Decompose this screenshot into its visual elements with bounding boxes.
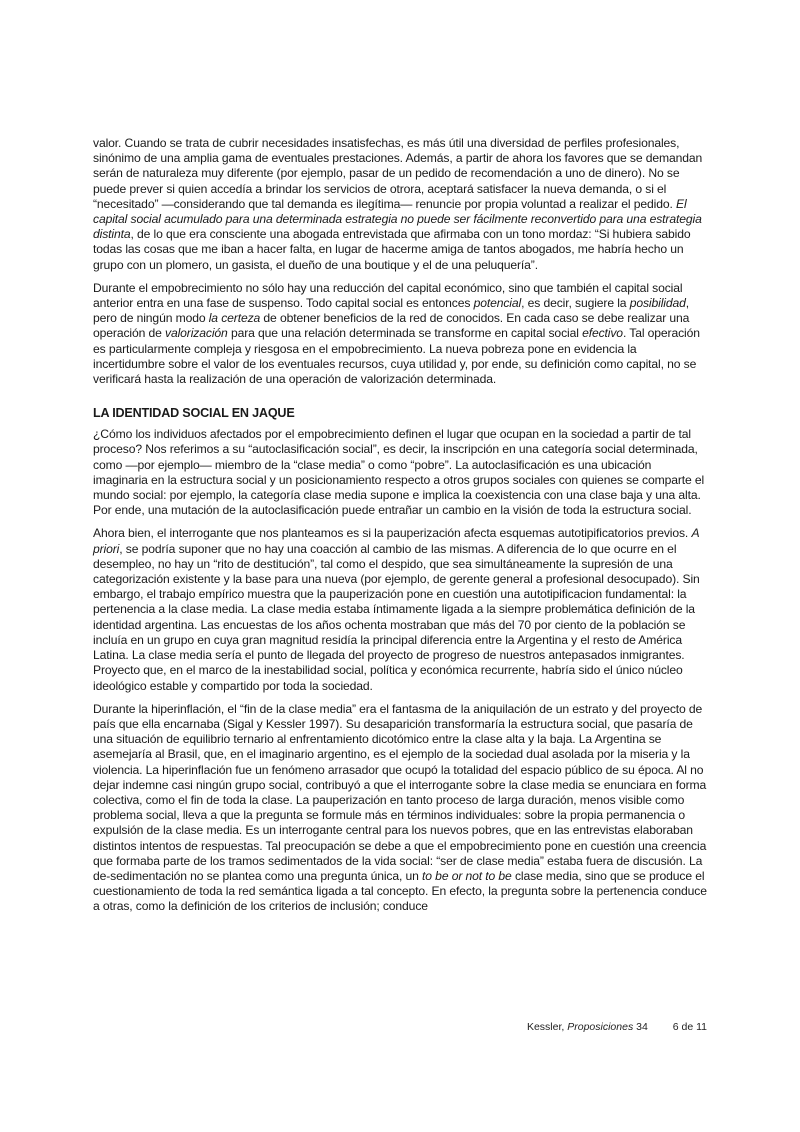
italic-text: posibilidad [629, 296, 686, 311]
text-run: para que una relación determinada se transforme en capital social [227, 326, 583, 341]
paragraph [93, 526, 707, 693]
italic-text: la certeza [208, 311, 261, 326]
text-run: Durante la hiperinflación, el “fin de la clase media” era el fantasma de la aniquilación de un estrato y del proyecto de país que ella encarnaba (Sigal y Kessler 1997). Su desaparición transformaría la estructura social, que pasaría de una situación de equilibrio ternario al enfrentamiento dicotómico entre la clase alta y la baja. La Argentina se asemejaría al Brasil, que, en el imaginario argentino, es el ejemplo de la sociedad dual asolada por la miseria y la violencia. La hiperinflación fue un fenómeno arrasador que ocupó la totalidad del espacio público de su época. Al no dejar indemne casi ningún grupo social, contribuyó a que el interrogante sobre la clase media se enunciara en forma colectiva, como el fin de toda la clase. La pauperización en tanto proceso de larga duración, menos visible como problema social, lleva a que la pregunta se formule más en términos individuales: sobre la propia permanencia o expulsión de la clase media. Es un interrogante central para los nuevos pobres, que en las entrevistas elaboraban distintos intentos de respuestas. Tal preocupación se debe a que el empobrecimiento pone en cuestión una creencia que formaba parte de los tramos sedimentados de la vida social: “ser de clase media” estaba fuera de discusión. La de-sedimentación no se plantea como una pregunta única, un [93, 701, 707, 883]
text-run: clase media, sino que se produce el cuestionamiento de toda la red semántica ligada a tal concepto. En efecto, la pregunta sobre la pertenencia conduce a otras, como la definición de los criterios de inclusión; conduce [93, 868, 707, 914]
footer-issue: 34 [636, 1021, 648, 1033]
italic-text: El capital social acumulado para una determinada estrategia no puede ser fácilmente reconvertido para una estrategia distinta [93, 196, 702, 242]
italic-text: valorización [165, 326, 228, 341]
text-run: , pero de ningún modo [93, 296, 690, 326]
text-run: Ahora bien, el interrogante que nos planteamos es si la pauperización afecta esquemas autotipificatorios previos. [93, 526, 692, 541]
italic-text: efectivo [582, 326, 623, 341]
text-run: ¿Cómo los individuos afectados por el empobrecimiento definen el lugar que ocupan en la sociedad a partir de tal proceso? Nos referimos a su “autoclasificación social”, es decir, la inscripción en una categoría social determinada, como —por ejemplo— miembro de la “clase media” o como “pobre”. La autoclasificación es una ubicación imaginaria en la estructura social y un posicionamiento respecto a otros grupos sociales con quienes se comparte el mundo social: por ejemplo, la categoría clase media supone e implica la coexistencia con una clase baja y una alta. Por ende, una mutación de la autoclasificación puede entrañar un cambio en la visión de toda la estructura social. [93, 427, 705, 518]
italic-text: potencial [473, 296, 522, 311]
text-run: valor. Cuando se trata de cubrir necesidades insatisfechas, es más útil una diversidad de perfiles profesionales, sinónimo de una amplia gama de eventuales prestaciones. Además, a partir de ahora los favores que se demandan serán de naturaleza muy diferente (por ejemplo, pasar de un pedido de recomendación a uno de dinero). No se puede prever si quien accedía a brindar los servicios de otrora, aceptará satisfacer la nueva demanda, o si el “necesitado” —considerando que tal demanda es ilegítima— renuncie por propia voluntad a realizar el pedido. [93, 136, 703, 211]
section-intro [93, 136, 707, 387]
section-heading: LA IDENTIDAD SOCIAL EN JAQUE [93, 406, 295, 421]
section-identidad [93, 427, 707, 914]
footer-author: Kessler, [526, 1021, 565, 1033]
page-number: 6 de 11 [672, 1021, 707, 1033]
text-run: , es decir, sugiere la [521, 296, 630, 311]
footer-journal: Proposiciones [567, 1021, 634, 1033]
text-run: de obtener beneficios de la red de conocidos. En cada caso se debe realizar una operación de [93, 311, 690, 341]
body-text [93, 136, 707, 923]
paragraph [93, 702, 707, 915]
text-run: , se podría suponer que no hay una coacción al cambio de las mismas. A diferencia de lo que ocurre en el desempleo, no hay un “rito de destitución”, tal como el despido, que sea simultáneamente la supresión de una categorización existente y la base para una nueva (por ejemplo, de gerente general a profesional desocupado). Sin embargo, el trabajo empírico muestra que la pauperización pone en cuestión una autotipificacion fundamental: la pertenencia a la clase media. La clase media estaba íntimamente ligada a la siempre problemática definición de la identidad argentina. Las encuestas de los años ochenta mostraban que más del 70 por ciento de la población se incluía en un grupo en cuya gran magnitud residía la principal diferencia entre la Argentina y el resto de América Latina. La clase media sería el punto de llegada del proyecto de progreso de nuestros antepasados inmigrantes. Proyecto que, en el marco de la inestabilidad social, política y económica recurrente, habría sido el único núcleo ideológico estable y compartido por toda la sociedad. [93, 541, 700, 693]
text-run: . Tal operación es particularmente compleja y riesgosa en el empobrecimiento. La nueva pobreza pone en evidencia la incertidumbre sobre el valor de los eventuales recursos, cuya utilidad y, por ende, su definición como capital, no se verificará hasta la realización de una operación de valorización determinada. [93, 326, 700, 387]
paragraph [93, 427, 707, 518]
text-run: , de lo que era consciente una abogada entrevistada que afirmaba con un tono mordaz: “Si hubiera sabido todas las cosas que me iban a hacer falta, en lugar de hacerme amiga de tantos abogados, me habría hecho un grupo con un plomero, un gasista, el dueño de una boutique y el de una peluquería”. [93, 227, 691, 272]
paragraph [93, 281, 707, 387]
paragraph [93, 136, 707, 273]
italic-text: A priori [93, 526, 699, 556]
italic-text: to be or not to be [422, 868, 512, 883]
page-footer [500, 1020, 707, 1034]
text-run: Durante el empobrecimiento no sólo hay una reducción del capital económico, sino que también el capital social anterior entra en una fase de suspenso. Todo capital social es entonces [93, 280, 683, 311]
